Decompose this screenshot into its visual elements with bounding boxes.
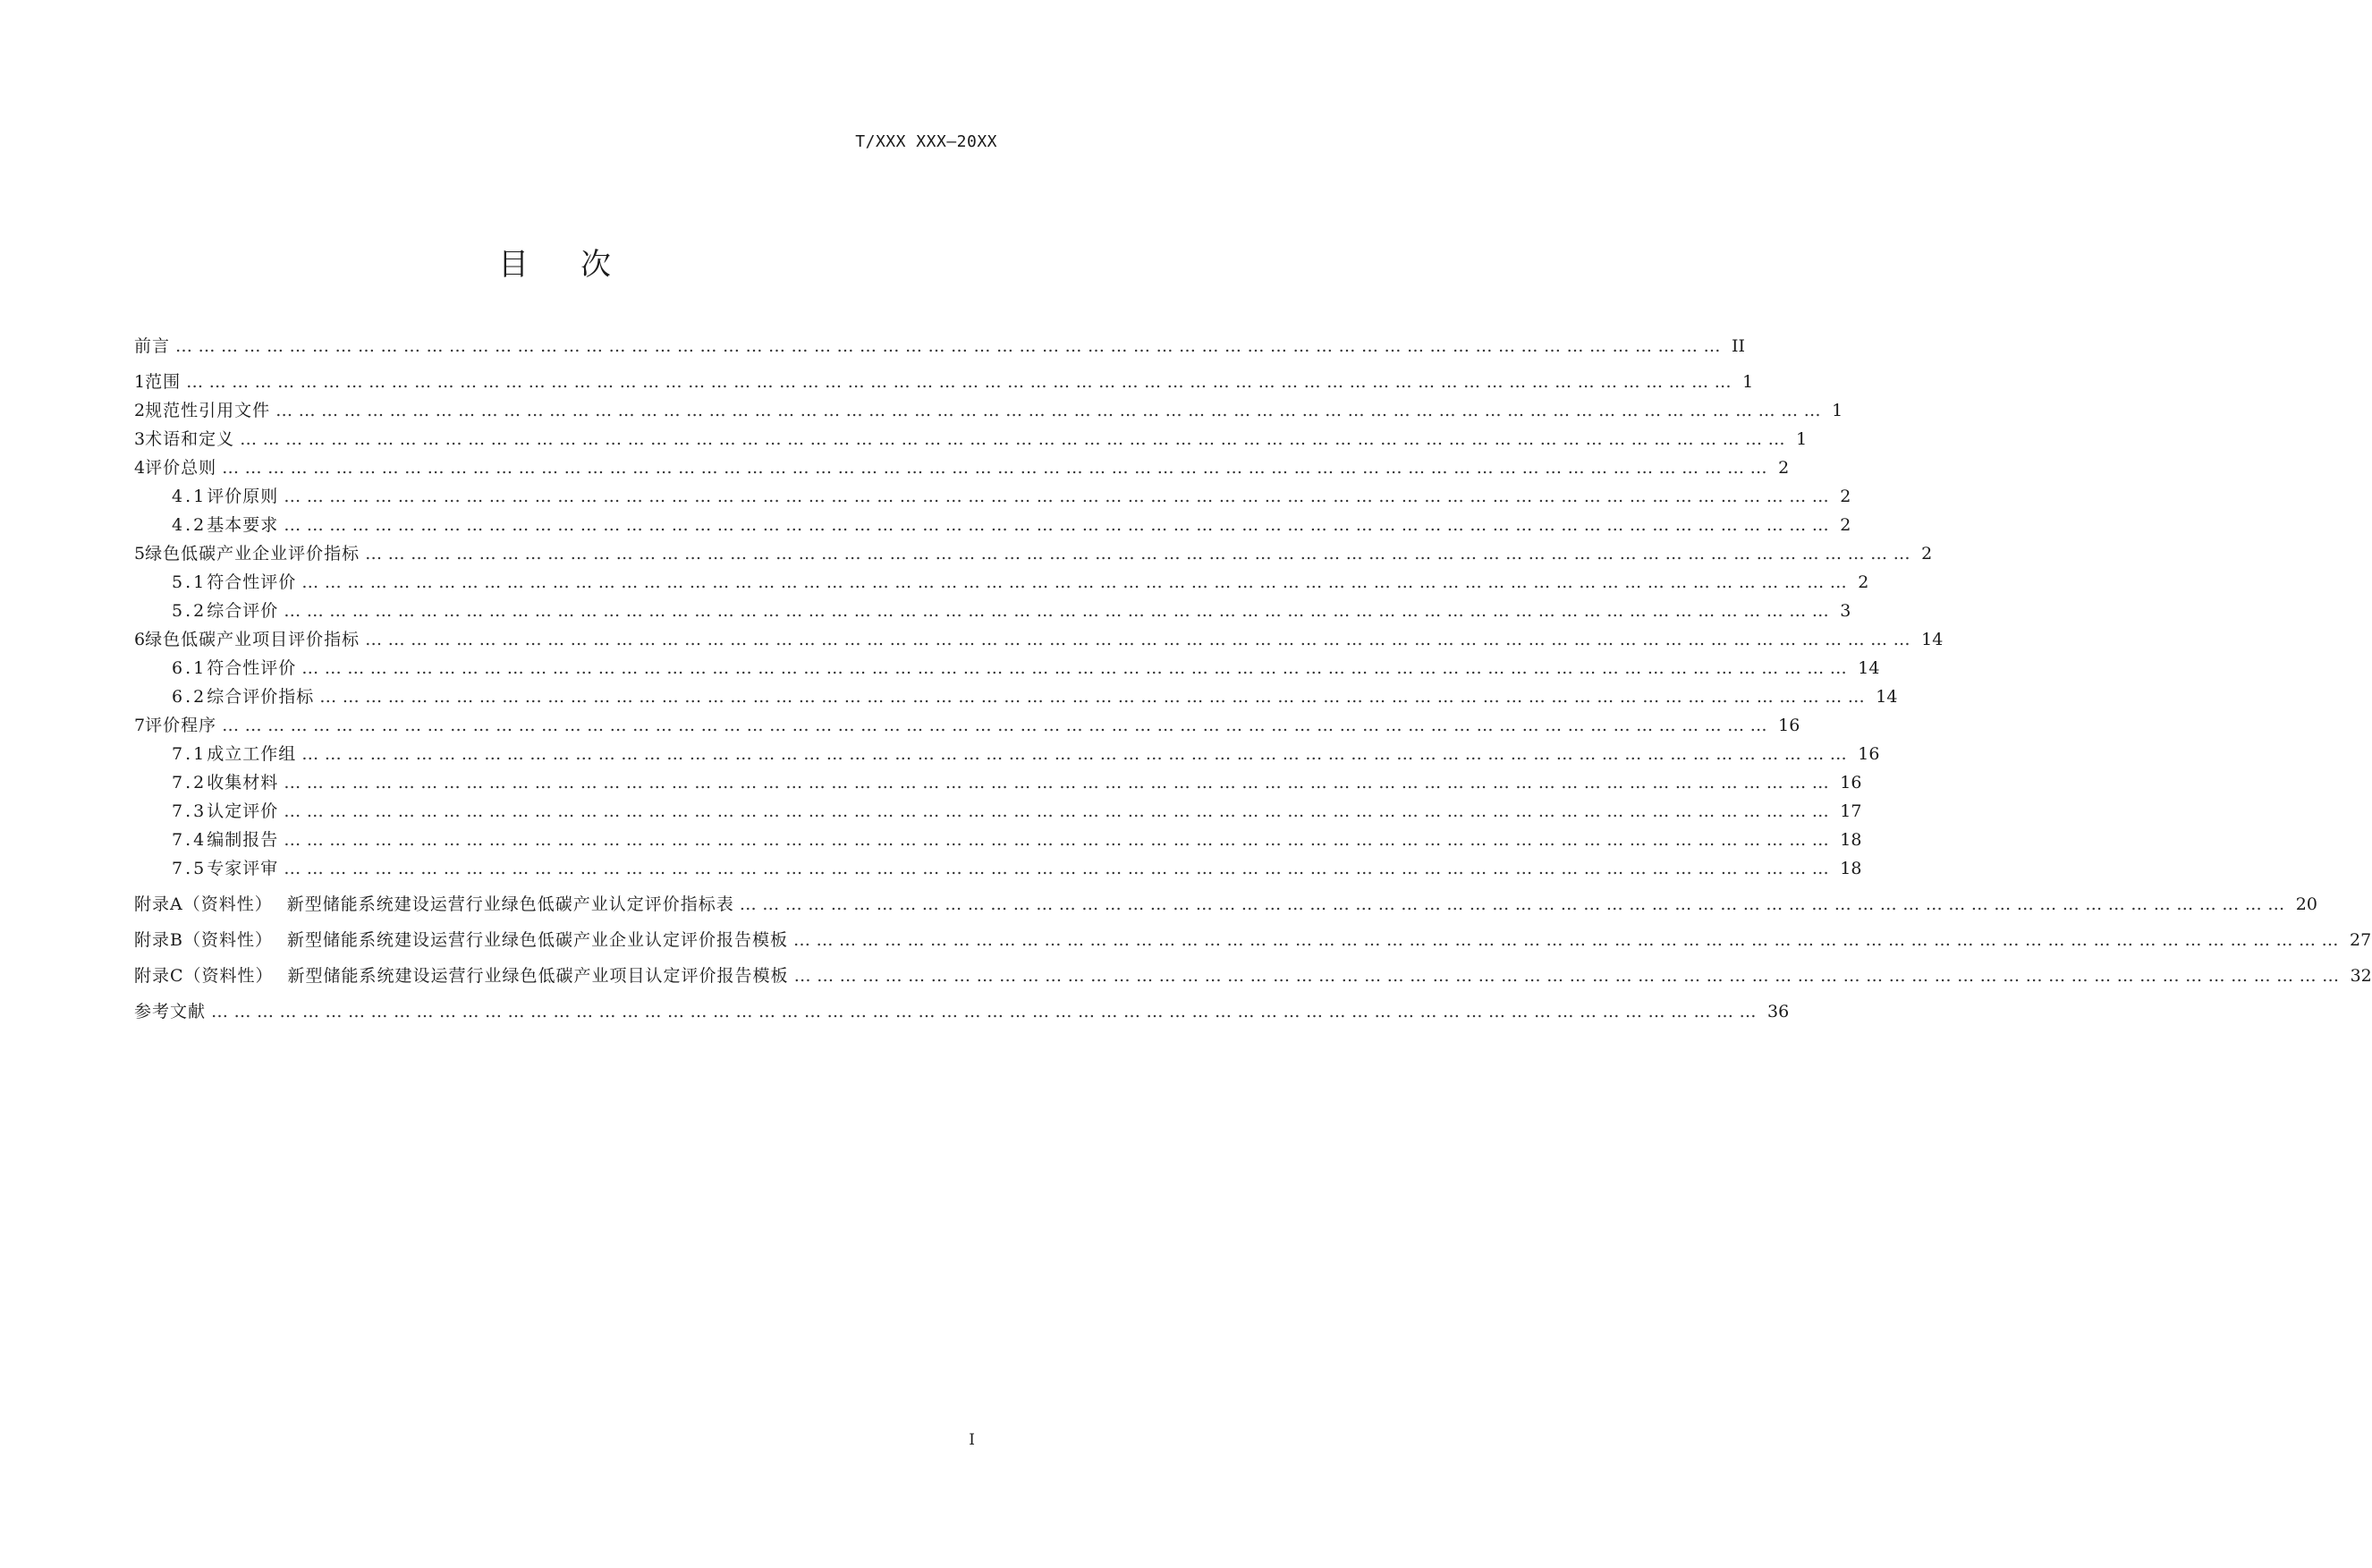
toc-entry-number: 附录C（资料性） (134, 966, 274, 986)
toc-entry-label: 新型储能系统建设运营行业绿色低碳产业认定评价指标表 (286, 894, 734, 914)
toc-entry-appendix-b[interactable] (134, 927, 2372, 954)
toc-leader-dots: …………………………………………………………………………………………………………………………………………………………………………………… (365, 544, 1917, 564)
toc-entry-7-2[interactable] (172, 769, 1862, 796)
toc-entry-number: 附录A（资料性） (134, 894, 273, 914)
toc-leader-dots: …………………………………………………………………………………………………………………………………………………………………………………… (793, 966, 2345, 986)
toc-entry-number: 7.4 (172, 830, 208, 850)
toc-entry-7-5[interactable] (172, 855, 1862, 882)
toc-entry-number: 6.2 (172, 687, 208, 707)
page-number: I (969, 1431, 975, 1449)
toc-entry-page: 1 (1832, 401, 1843, 420)
toc-entry-page: 1 (1796, 429, 1808, 449)
toc-entry-page: 2 (1840, 487, 1851, 506)
toc-entry-label: 符合性评价 (207, 572, 297, 592)
toc-entry-page: 17 (1840, 801, 1862, 821)
toc-entry-page: 2 (1778, 458, 1790, 478)
toc-entry-page: 27 (2349, 930, 2372, 950)
toc-entry-number: 6.1 (172, 658, 208, 678)
toc-entry-number: 7 (134, 716, 146, 735)
toc-entry-label: 专家评审 (207, 859, 279, 878)
toc-entry-page: 14 (1876, 687, 1898, 707)
toc-entry-number: 5.2 (172, 601, 208, 621)
toc-entry-4-1[interactable] (172, 483, 1851, 510)
toc-entry-number: 4.2 (172, 515, 208, 535)
toc-leader-dots: …………………………………………………………………………………………………………………………………………………………………………………… (365, 630, 1917, 649)
toc-entry-label: 收集材料 (207, 773, 279, 792)
toc-entry-4[interactable] (134, 454, 1790, 481)
toc-leader-dots: …………………………………………………………………………………………………………………………………………………………………………………… (222, 458, 1774, 478)
toc-entry-7-1[interactable] (172, 741, 1880, 767)
toc-entry-number: 7.3 (172, 801, 208, 821)
toc-entry-7[interactable] (134, 712, 1800, 739)
toc-entry-page: 16 (1778, 716, 1800, 735)
toc-leader-dots: …………………………………………………………………………………………………………………………………………………………………………………… (284, 773, 1835, 792)
toc-entry-number: 7.1 (172, 744, 208, 764)
toc-entry-5[interactable] (134, 540, 1933, 567)
toc-entry-label: 新型储能系统建设运营行业绿色低碳产业企业认定评价报告模板 (286, 930, 788, 950)
toc-entry-number: 4 (134, 458, 146, 478)
toc-leader-dots: …………………………………………………………………………………………………………………………………………………………………………………… (175, 336, 1727, 356)
toc-entry-number: 2 (134, 401, 146, 420)
toc-entry-page: 20 (2295, 894, 2317, 914)
toc-entry-label: 编制报告 (207, 830, 279, 850)
toc-entry-label: 新型储能系统建设运营行业绿色低碳产业项目认定评价报告模板 (287, 966, 789, 986)
toc-leader-dots: …………………………………………………………………………………………………………………………………………………………………………………… (211, 1002, 1763, 1021)
toc-entry-label: 术语和定义 (145, 429, 235, 449)
toc-entry-page: II (1732, 336, 1746, 356)
toc-leader-dots: …………………………………………………………………………………………………………………………………………………………………………………… (284, 859, 1835, 878)
toc-entry-label: 基本要求 (207, 515, 279, 535)
toc-entry-label: 认定评价 (207, 801, 279, 821)
toc-entry-number: 5.1 (172, 572, 208, 592)
toc-entry-page: 14 (1858, 658, 1880, 678)
toc-entry-label: 评价总则 (145, 458, 217, 478)
toc-entry-6[interactable] (134, 626, 1944, 653)
toc-leader-dots: …………………………………………………………………………………………………………………………………………………………………………………… (319, 687, 1871, 707)
toc-leader-dots: …………………………………………………………………………………………………………………………………………………………………………………… (792, 930, 2344, 950)
toc-leader-dots: …………………………………………………………………………………………………………………………………………………………………………………… (222, 716, 1774, 735)
toc-entry-page: 32 (2350, 966, 2372, 986)
toc-leader-dots: …………………………………………………………………………………………………………………………………………………………………………………… (240, 429, 1792, 449)
toc-leader-dots: …………………………………………………………………………………………………………………………………………………………………………………… (301, 658, 1853, 678)
toc-entry-number: 6 (134, 630, 146, 649)
toc-leader-dots: …………………………………………………………………………………………………………………………………………………………………………………… (284, 515, 1835, 535)
document-code: T/XXX XXX—20XX (855, 132, 997, 151)
toc-leader-dots: …………………………………………………………………………………………………………………………………………………………………………………… (284, 830, 1835, 850)
toc-entry-page: 18 (1840, 830, 1862, 850)
toc-entry-label: 规范性引用文件 (145, 401, 271, 420)
toc-entry-references[interactable] (134, 998, 1790, 1025)
toc-entry-label: 前言 (134, 336, 171, 356)
page-title: 目次 (498, 247, 663, 283)
toc-entry-6-2[interactable] (172, 683, 1898, 710)
toc-entry-7-4[interactable] (172, 826, 1862, 853)
toc-entry-label: 范围 (145, 372, 182, 392)
toc-entry-page: 3 (1840, 601, 1851, 621)
toc-entry-label: 综合评价 (207, 601, 279, 621)
toc-entry-label: 参考文献 (134, 1002, 207, 1021)
toc-entry-label: 绿色低碳产业项目评价指标 (145, 630, 360, 649)
toc-entry-page: 14 (1921, 630, 1944, 649)
toc-entry-4-2[interactable] (172, 512, 1851, 538)
toc-entry-number: 1 (134, 372, 146, 392)
toc-entry-appendix-c[interactable] (134, 962, 2372, 989)
toc-leader-dots: …………………………………………………………………………………………………………………………………………………………………………………… (284, 487, 1835, 506)
toc-entry-5-2[interactable] (172, 598, 1851, 624)
toc-entry-1[interactable] (134, 369, 1754, 395)
toc-entry-label: 成立工作组 (207, 744, 297, 764)
toc-entry-appendix-a[interactable] (134, 891, 2317, 918)
toc-entry-label: 绿色低碳产业企业评价指标 (145, 544, 360, 564)
toc-leader-dots: …………………………………………………………………………………………………………………………………………………………………………………… (301, 572, 1853, 592)
toc-entry-number: 5 (134, 544, 146, 564)
toc-entry-number: 附录B（资料性） (134, 930, 273, 950)
toc-entry-number: 4.1 (172, 487, 208, 506)
toc-entry-6-1[interactable] (172, 655, 1880, 682)
toc-entry-label: 评价程序 (145, 716, 217, 735)
toc-entry-preface[interactable] (134, 333, 1746, 360)
toc-entry-page: 2 (1858, 572, 1869, 592)
toc-entry-page: 16 (1840, 773, 1862, 792)
toc-entry-label: 评价原则 (207, 487, 279, 506)
toc-entry-page: 2 (1840, 515, 1851, 535)
toc-entry-page: 36 (1767, 1002, 1790, 1021)
toc-entry-number: 3 (134, 429, 146, 449)
toc-leader-dots: …………………………………………………………………………………………………………………………………………………………………………………… (186, 372, 1738, 392)
toc-entry-label: 综合评价指标 (207, 687, 315, 707)
toc-entry-label: 符合性评价 (207, 658, 297, 678)
toc-entry-2[interactable] (134, 397, 1843, 424)
toc-leader-dots: …………………………………………………………………………………………………………………………………………………………………………………… (301, 744, 1853, 764)
toc-entry-page: 18 (1840, 859, 1862, 878)
toc-leader-dots: …………………………………………………………………………………………………………………………………………………………………………………… (284, 601, 1835, 621)
toc-entry-5-1[interactable] (172, 569, 1869, 596)
toc-leader-dots: …………………………………………………………………………………………………………………………………………………………………………………… (284, 801, 1835, 821)
toc-leader-dots: …………………………………………………………………………………………………………………………………………………………………………………… (739, 894, 2291, 914)
toc-entry-number: 7.5 (172, 859, 208, 878)
toc-entry-page: 16 (1858, 744, 1880, 764)
toc-entry-7-3[interactable] (172, 798, 1862, 825)
toc-entry-page: 2 (1921, 544, 1933, 564)
toc-leader-dots: …………………………………………………………………………………………………………………………………………………………………………………… (275, 401, 1827, 420)
toc-entry-3[interactable] (134, 426, 1808, 453)
toc-entry-number: 7.2 (172, 773, 208, 792)
toc-entry-page: 1 (1742, 372, 1754, 392)
